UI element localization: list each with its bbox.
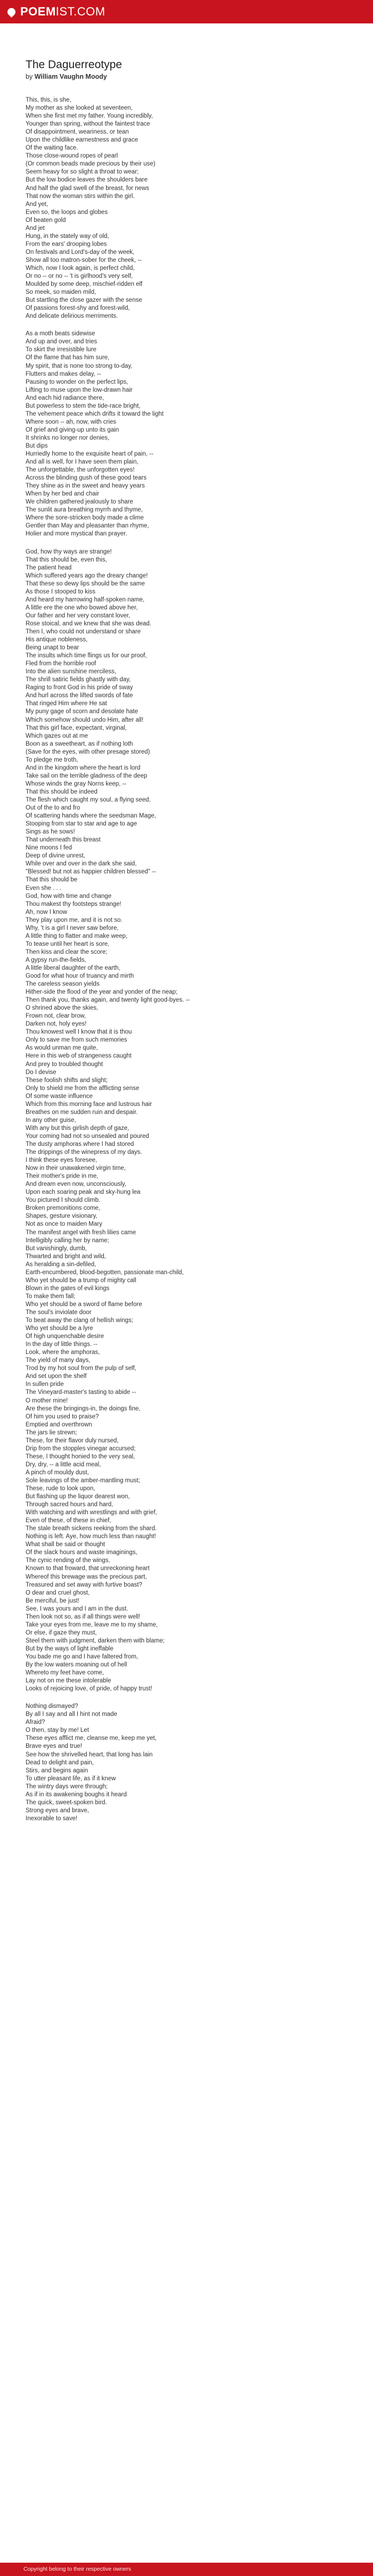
poem-line: That underneath this breast [26,837,101,844]
poem-line: The cynic rending of the wings, [26,1557,110,1564]
poem-line: Stirs, and begins again [26,1767,88,1774]
poem-line: Into the alien sunshine merciless, [26,668,117,675]
poem-line: The quick, sweet-spoken bird. [26,1799,107,1806]
poem-line: "Blessed! but not as happier children blessed" -- [26,869,156,876]
poem-line: When by her bed and chair [26,491,100,498]
poem-line: A pinch of mouldy dust, [26,1469,89,1476]
poem-line: And each hid radiance there, [26,394,104,401]
poem-line: The insults which time flings us for our proof, [26,653,147,659]
poem-line: Thou knowest well I know that it is thou [26,1029,132,1036]
poem-line: Drip from the stopples vinegar accursed; [26,1445,136,1452]
poem-line: Whose winds the gray Norns keep, -- [26,780,127,787]
poem-line: In the day of little things. -- [26,1341,98,1348]
poem-line: When she first met my father. Young incredibly, [26,113,153,120]
poem-line: Of grief and giving-up unto its gain [26,426,119,433]
poem-line: Even she . . . [26,885,62,891]
poem-line: Then look not so, as if all things were well! [26,1613,141,1620]
poem-line: O mother mine! [26,1397,68,1404]
poem-line: These, for their flavor duly nursed, [26,1437,119,1444]
poem-line: But dips [26,442,48,449]
poem-line: Which from this morning face and lustrous hair [26,1101,152,1108]
poem-line: Do I devise [26,1069,56,1076]
poem-line: Breathes on me sudden ruin and despair. [26,1109,138,1116]
poem-line: From the ears' drooping lobes [26,241,107,247]
poem-line: Dead to delight and pain, [26,1759,94,1766]
poem-line: Of scattering hands where the seedsman Mage, [26,813,156,820]
poem-line: Then kiss and clear the score; [26,948,108,955]
poem-line: Only to shield me from the afflicting sense [26,1085,140,1092]
poem-line: Sings as he sows! [26,829,75,836]
poem-line: That this girl face, expectant, virginal, [26,724,127,731]
poem-line: And delicate delirious merriments. [26,313,118,320]
poem-line: The manifest angel with fresh lilies came [26,1229,136,1236]
poem-line: Of disappointment, weariness, or tean [26,129,129,136]
poem-line: And all is well, for I have seen them plain, [26,459,139,466]
poem-line: By all I say and all I hint not made [26,1711,117,1718]
poem-line: O then, stay by me! Let [26,1727,89,1734]
poem-line: To beat away the clang of hellish wings; [26,1317,134,1324]
poem-line: Frown not, clear brow, [26,1013,86,1020]
poem-line: With any but this girlish depth of gaze, [26,1125,129,1132]
poem-line: Raging to front God in his pride of sway [26,684,133,691]
poem-line: Take sail on the terrible gladness of the deep [26,772,148,779]
poem-line: Emptied and overthrown [26,1421,92,1428]
poem-line: Or else, if gaze they must, [26,1629,97,1636]
poem-body [26,96,324,1823]
poem-line: Their mother's pride in me, [26,1173,99,1180]
poem-line: So meek, so maiden mild, [26,289,96,296]
poem-line: Our father and her very constant lover, [26,612,131,619]
poem-line: Those close-wound ropes of pearl [26,153,118,160]
poem-line: But startling the close gazer with the sense [26,297,142,304]
poem-line: That now the woman stirs within the girl. [26,193,135,200]
poem-line: Looks of rejoicing love, of pride, of happy trust! [26,1686,152,1692]
poem-line: Stooping from star to star and age to age [26,821,137,828]
poem-line: Where soon -- ah, now, with cries [26,418,117,425]
poem-line: The dusty amphoras where I had stored [26,1141,134,1147]
poem-line: The wintry days were through; [26,1783,108,1790]
poem-line: This, this, is she, [26,97,71,103]
poem-line: Only to save me from such memories [26,1037,127,1044]
poem-line: Then thank you, thanks again, and twenty light good-byes. -- [26,997,190,1004]
poem-line: Hurriedly home to the exquisite heart of pain, -- [26,451,153,458]
poem-line: A little liberal daughter of the earth, [26,964,120,971]
poem-line: Ah, now I know [26,909,67,915]
poem-line: Who yet should be a sword of flame before [26,1301,142,1308]
poem-line: Out of the to and fro [26,805,80,812]
poem-line: Holier and more mystical than prayer. [26,531,127,538]
poem-line: And set upon the shelf [26,1373,87,1380]
poem-line: But by the ways of light ineffable [26,1645,113,1652]
poem-line: That this should be indeed [26,788,98,795]
poem-line: To skirt the irresistible lure [26,346,96,353]
poem-line: Then I, who could not understand or share [26,629,141,635]
poem-line: Flutters and makes delay, -- [26,370,101,377]
poem-line: The careless season yields [26,981,100,988]
poem-line: To pledge me troth, [26,756,78,763]
poem-line: The stale breath sickens reeking from the shard. [26,1525,157,1532]
poem-line: Whereto my feet have come, [26,1670,104,1677]
poem-line: O shrined above the skies, [26,1005,99,1012]
poem-line: Steel them with judgment, darken them with blame; [26,1637,165,1644]
poem-line: The yield of many days, [26,1357,91,1364]
poem-line: Fled from the horrible roof [26,660,96,667]
poem-line: Where the sore-stricken body made a clime [26,515,144,522]
poem-line: Shapes, gesture visionary, [26,1213,98,1220]
poem-line: Your coming had not so unsealed and poured [26,1133,149,1140]
poem-line: Trod by my hot soul from the pulp of self, [26,1365,136,1372]
poem-line: And dream even now, unconsciously, [26,1181,127,1188]
poem-title: The Daguerreotype [26,59,122,71]
poem-line: Be merciful, be just! [26,1597,79,1604]
poem-line: But the low bodice leaves the shoulders bare [26,177,148,184]
poem-line: By the low waters moaning out of hell [26,1662,127,1669]
poem-line: It shrinks no longer nor denies, [26,434,110,441]
poem-line: Thwarted and bright and wild, [26,1253,106,1260]
logo-pin-icon [6,6,17,17]
site-header [0,0,373,23]
poem-line: God, how with time and change [26,893,112,899]
poem-line: These, I thought honied to the very seal, [26,1453,135,1460]
poem-line: The sunlit aura breathing myrrh and thyme, [26,507,143,514]
poem-line: Which somehow should undo Him, after all! [26,716,144,723]
poem-line: Thou makest thy footsteps strange! [26,901,121,907]
poem-line: They play upon me, and it is not so. [26,917,123,923]
poem-line: And up and over, and tries [26,338,98,345]
poem-line: Dry, dry, -- a little acid meal, [26,1461,101,1468]
poem-line: You bade me go and I have faltered from, [26,1654,139,1660]
poem-line: These foolish shifts and slight; [26,1077,108,1084]
poem-line: Earth-encumbered, blood-begotten, passionate man-child, [26,1269,184,1276]
poem-line: To utter pleasant life, as if it knew [26,1775,116,1782]
poem-line: Nothing is left. Aye, how much less than naught! [26,1533,156,1540]
poem-line: Hither-side the flood of the year and yonder of the neap; [26,989,178,996]
poem-line: Of some waste influence [26,1093,93,1100]
poem-line: Intelligibly calling her by name; [26,1237,109,1244]
poem-line: Upon the childlike earnestness and grace [26,137,138,144]
poem-line: The unforgettable, the unforgotten eyes! [26,467,135,474]
poem-line: And in the kingdom where the heart is lord [26,764,141,771]
poem-line: (Save for the eyes, with other presage stored) [26,748,150,755]
poem-line: And jet [26,225,45,232]
poem-stanza [26,330,324,538]
poem-line: Take your eyes from me, leave me to my shame, [26,1621,158,1628]
logo-text-bold: POEM [20,5,56,18]
poem-line: A little ere the one who bowed above her, [26,604,138,611]
poem-line: Show all too matron-sober for the cheek, -- [26,257,142,263]
poem-line: Here in this web of strangeness caught [26,1053,132,1060]
poem-line: My puny gage of scorn and desolate hate [26,708,138,715]
poem-line: Of the slack hours and waste imaginings, [26,1549,137,1556]
poem-line: That these so dewy lips should be the same [26,580,145,587]
poem-line: Pausing to wonder on the perfect lips, [26,378,128,385]
poem-line: Hung, in the stately way of old, [26,233,109,240]
poem-line: With watching and with wrestlings and with grief, [26,1509,157,1516]
poem-line: Sole leavings of the amber-mantling must; [26,1477,140,1484]
poem-line: Darken not, holy eyes! [26,1021,87,1028]
poem-line: As would unman me quite, [26,1045,98,1052]
poem-stanza [26,96,324,320]
poem-line: We children gathered jealously to share [26,499,133,506]
poem-line: Through sacred hours and hard, [26,1501,113,1508]
site-logo[interactable] [7,5,106,19]
poem-line: As if in its awakening boughs it heard [26,1791,127,1798]
poem-line: Which, now I look again, is perfect child, [26,265,135,271]
poem-line: As those I stooped to kiss [26,588,96,595]
poem-line: In sullen pride [26,1381,64,1388]
poem-line: While over and over in the dark she said, [26,861,137,868]
poem-line: Inexorable to save! [26,1815,78,1822]
poem-line: Boon as a sweetheart, as if nothing loth [26,740,133,747]
poem-line: To tease until her heart is sore, [26,940,110,947]
poem-stanza [26,548,324,1694]
poem-line: The patient head [26,564,72,571]
poem-line: And half the glad swell of the breast, for news [26,185,150,192]
poem-line: I think these eyes foresee, [26,1157,98,1164]
poem-line: A little thing to flatter and make weep, [26,932,128,939]
poem-line: Rose stoical, and we knew that she was dead. [26,620,151,627]
poem-line: The shrill satiric fields ghastly with day, [26,676,131,683]
poem-line: Being unapt to bear [26,645,79,651]
poem-line: Blown in the gates of evil kings [26,1285,110,1292]
poem-line: What shall be said or thought [26,1541,105,1548]
poem-line: Broken premonitions come, [26,1205,100,1212]
poem-line: But flashing up the liquor dearest won, [26,1493,130,1500]
poem-line: In any other guise, [26,1117,76,1124]
footer-copyright: Copyright belong to their respective owners [23,2566,131,2572]
poem-stanza [26,1703,324,1823]
poem-line: As heralding a sin-defiled, [26,1261,96,1268]
poem-line: Not as once to maiden Mary [26,1221,102,1228]
poem-line: Known to that froward, that unreckoning heart [26,1565,150,1572]
poem-line: Nine moons I fed [26,845,72,852]
poem-line: (Or common beads made precious by their use) [26,161,156,168]
poem-line: Moulded by some deep, mischief-ridden elf [26,281,143,288]
poem-line: Brave eyes and true! [26,1743,83,1750]
logo-text-rest: IST.COM [55,5,106,18]
poem-line: Younger than spring, without the faintest trace [26,121,150,128]
poem-line: Good for what hour of truancy and mirth [26,973,134,980]
poem-line: The soul's inviolate door [26,1309,92,1316]
poem-author[interactable]: William Vaughn Moody [34,73,107,80]
poem-line: My mother as she looked at seventeen, [26,105,133,112]
poem-line: Look, where the amphoras, [26,1349,100,1356]
poem-line: Or no -- or no -- 't is girlhood's very self, [26,273,133,280]
poem-line: You pictured I should climb. [26,1197,101,1204]
poem-line: Even of these, of these in chief, [26,1517,111,1524]
poem-line: Even so, the loops and globes [26,209,108,216]
poem-line: My spirit, that is none too strong to-day, [26,362,133,369]
poem-line: As a moth beats sidewise [26,331,95,337]
poem-line: God, how thy ways are strange! [26,548,112,555]
poem-line: Seem heavy for so slight a throat to wear; [26,169,139,176]
poem-line: The Vineyard-master's tasting to abide -- [26,1389,136,1396]
poem-line: Upon each soaring peak and sky-hung lea [26,1189,141,1196]
poem-line: Of the flame that has him sure, [26,354,110,361]
poem-line: Are these the bringings-in, the doings fine, [26,1405,141,1412]
poem-line: Which suffered years ago the dreary change! [26,572,148,579]
poem-line: O dear and cruel ghost, [26,1589,90,1596]
poem-line: Strong eyes and brave, [26,1807,89,1814]
poem-line: Now in their unawakened virgin time, [26,1165,126,1172]
poem-line: But vanishingly, dumb, [26,1245,87,1252]
poem-line: Gentler than May and pleasanter than rhyme, [26,523,149,530]
poem-line: The jars lie strewn; [26,1429,77,1436]
byline-prefix: by [26,73,33,80]
poem-byline [26,73,324,80]
poem-line: On festivals and Lord's-day of the week, [26,249,135,255]
poem-line: Who yet should be a trump of mighty call [26,1277,136,1284]
poem-line: Why, 't is a girl I never saw before, [26,924,119,931]
poem-line: And prey to troubled thought [26,1061,103,1068]
poem-line: Nothing dismayed? [26,1703,78,1710]
poem-line: These eyes afflict me, cleanse me, keep me yet, [26,1735,157,1742]
poem-content [26,59,324,1832]
poem-line: Treasured and set away with furtive boast? [26,1581,142,1588]
poem-line: Lifting to muse upon the low-drawn hair [26,386,133,393]
poem-line: His antique nobleness, [26,637,88,643]
poem-line: Which gazes out at me [26,732,88,739]
poem-line: To make them fall; [26,1293,76,1300]
poem-line: See, I was yours and I am in the dust. [26,1605,128,1612]
poem-line: Whereof this brewage was the precious part, [26,1573,147,1580]
poem-line: See how the shrivelled heart, that long has lain [26,1751,153,1758]
poem-line: Afraid? [26,1719,45,1726]
poem-line: Deep of divine unrest, [26,853,85,860]
poem-line: That ringed Him where He sat [26,700,107,707]
site-footer [0,2563,373,2576]
poem-line: A gypsy run-the-fields, [26,956,86,963]
poem-line: Of beaten gold [26,217,66,224]
poem-line: That this should be, even this, [26,556,107,563]
logo-text [20,5,106,19]
poem-line: The vehement peace which drifts it toward the light [26,410,164,417]
poem-line: Of passions forest-shy and forest-wild, [26,305,130,312]
poem-line: But powerless to stem the tide-race bright, [26,402,141,409]
poem-line: The flesh which caught my soul, a flying seed, [26,796,151,803]
poem-line: Lay not on me these intolerable [26,1678,111,1685]
poem-line: That this should be [26,877,78,884]
poem-line: And heard my harrowing half-spoken name, [26,596,145,603]
poem-line: And hurl across the lifted swords of fate [26,692,133,699]
poem-line: Of the waiting face. [26,145,78,152]
poem-line: Of him you used to praise? [26,1413,99,1420]
poem-line: The drippings of the winepress of my days. [26,1149,142,1156]
poem-line: Who yet should be a lyre [26,1325,93,1332]
poem-line: They shine as in the sweet and heavy years [26,483,145,490]
poem-line: These, rude to look upon, [26,1485,95,1492]
poem-line: And yet, [26,201,48,208]
poem-line: Across the blinding gush of these good tears [26,475,147,482]
poem-line: Of high unquenchable desire [26,1333,104,1340]
